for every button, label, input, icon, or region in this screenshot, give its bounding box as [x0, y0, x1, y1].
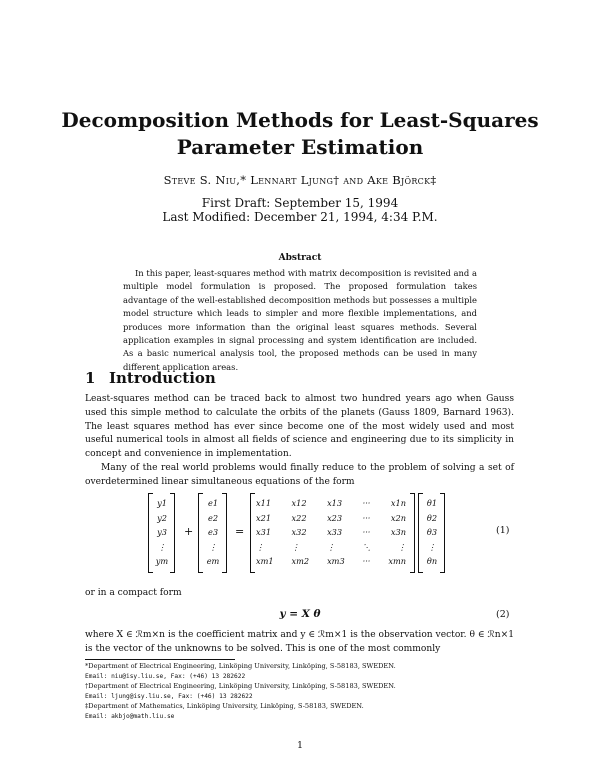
y-entry: ⋮	[157, 541, 167, 552]
equation-2: y = X θ	[279, 608, 321, 620]
x-entry: x22	[291, 512, 307, 523]
x-row	[256, 511, 406, 526]
x-entry: x31	[256, 527, 272, 538]
page-number: 1	[296, 740, 304, 751]
section-heading	[85, 369, 216, 387]
dates	[0, 196, 600, 224]
intro-paragraph-1: Least-squares method can be traced back to almost two hundred years ago when Gauss used this simple method to calculate the orbits of the planets (Gauss 1809, Barnard 1963). The least squares method has ever since become one of the most widely used and most useful numerical tools in almost all fields of science and engineering due to its simplicity in concept and convenience in implementation.	[85, 394, 514, 460]
footnote-text: *Department of Electrical Engineering, Linköping University, Linköping, S-58183, SWEDEN.	[85, 662, 396, 670]
x-row	[256, 554, 406, 569]
abstract-body	[123, 267, 477, 374]
e-entry: e3	[207, 527, 219, 538]
bracket	[222, 493, 227, 573]
x-entry: xm3	[327, 556, 345, 567]
e-entry: e1	[207, 498, 219, 508]
compact-form-text: or in a compact form	[85, 588, 182, 598]
title-line-1: Decomposition Methods for Least-Squares	[61, 108, 539, 132]
y-entry: y2	[157, 512, 167, 523]
equation-2-number: (2)	[496, 609, 510, 620]
x-matrix	[256, 496, 406, 569]
footnote-text: †Department of Electrical Engineering, Linköping University, Linköping, S-58183, SWEDEN.	[85, 682, 396, 690]
equation-1	[148, 493, 488, 571]
x-entry: ···	[362, 512, 371, 523]
bracket	[410, 493, 415, 573]
theta-entry: θn	[426, 556, 438, 567]
abstract-heading: Abstract	[278, 253, 322, 263]
x-entry: x11	[256, 498, 272, 508]
abstract-text: In this paper, least-squares method with matrix decomposition is revisited and a multiple model formulation is proposed. The proposed formulation takes advantage of the well-established decomposition methods but possesses a multiple model structure which leads to simpler and more flexible implementations, and produces more information than the original least squares methods. Several application examples in signal processing and system identification are included. As a basic numerical analysis tool, the proposed methods can be used in many different application areas.	[123, 268, 477, 372]
x-entry: x13	[327, 498, 343, 508]
x-entry: ···	[362, 527, 371, 538]
x-entry: xm1	[256, 556, 274, 567]
e-entry: ⋮	[208, 541, 218, 552]
bracket	[148, 493, 153, 573]
footnote-3	[85, 702, 514, 722]
footnote-text: ‡Department of Mathematics, Linköping University, Linköping, S-58183, SWEDEN.	[85, 702, 364, 710]
paper-title	[0, 107, 600, 161]
footnote-rule	[85, 659, 235, 660]
authors: Steve S. Niu,* Lennart Ljung† and Ake Björck‡	[163, 173, 437, 187]
e-vector	[204, 496, 222, 569]
x-row	[256, 525, 406, 540]
intro-paragraph-2: Many of the real world problems would finally reduce to the problem of solving a set of overdetermined linear simultaneous equations of the form	[85, 462, 514, 487]
footnote-email: Email: niu@isy.liu.se, Fax: (+46) 13 282622	[85, 672, 246, 680]
x-entry: xm2	[291, 556, 310, 567]
x-entry: ⋱	[362, 541, 371, 552]
bracket	[418, 493, 423, 573]
x-entry: x32	[291, 527, 307, 538]
x-entry: x2n	[390, 512, 406, 523]
section-number: 1	[85, 369, 96, 387]
plus-sign: +	[184, 525, 194, 538]
where-paragraph	[85, 629, 514, 657]
y-entry: y1	[157, 498, 167, 508]
x-entry: x21	[256, 512, 272, 523]
intro-body	[85, 393, 514, 490]
x-entry: x23	[327, 512, 343, 523]
section-title: Introduction	[109, 369, 216, 387]
footnote-1	[85, 662, 514, 682]
footnote-email: Email: ljung@isy.liu.se, Fax: (+46) 13 282622	[85, 692, 253, 700]
x-entry: ⋮	[326, 541, 336, 552]
e-entry: e2	[207, 512, 219, 523]
equals-sign: =	[235, 525, 245, 538]
first-draft: First Draft: September 15, 1994	[201, 196, 399, 210]
theta-entry: θ2	[426, 512, 438, 523]
x-row	[256, 496, 406, 511]
last-modified: Last Modified: December 21, 1994, 4:34 P.M.	[162, 210, 438, 224]
x-row	[256, 540, 406, 555]
footnote-2	[85, 682, 514, 702]
y-entry: y3	[157, 527, 167, 538]
y-vector	[154, 496, 170, 569]
bracket	[250, 493, 255, 573]
theta-entry: θ1	[426, 498, 438, 508]
footnote-email: Email: akbjo@math.liu.se	[85, 712, 175, 720]
y-entry: ym	[155, 556, 169, 567]
theta-entry: θ3	[426, 527, 438, 538]
equation-1-number: (1)	[496, 525, 510, 536]
bracket	[198, 493, 203, 573]
x-entry: ···	[362, 556, 371, 567]
x-entry: x1n	[390, 498, 406, 508]
where-text: where X ∈ ℛm×n is the coefficient matrix and y ∈ ℛm×1 is the observation vector. θ ∈ ℛn×1 is the vector of the unknowns to be solved. This is one of the most commonly	[85, 630, 514, 654]
title-line-2: Parameter Estimation	[176, 135, 424, 159]
bracket	[170, 493, 175, 573]
x-entry: ⋮	[256, 541, 265, 552]
x-entry: x12	[291, 498, 307, 508]
e-entry: em	[206, 556, 220, 567]
x-entry: x33	[327, 527, 343, 538]
x-entry: xmn	[388, 556, 406, 567]
x-entry: ⋮	[291, 541, 300, 552]
theta-entry: ⋮	[427, 541, 437, 552]
x-entry: ⋮	[397, 541, 406, 552]
x-entry: x3n	[390, 527, 406, 538]
bracket	[440, 493, 445, 573]
theta-vector	[424, 496, 440, 569]
x-entry: ···	[362, 498, 371, 508]
